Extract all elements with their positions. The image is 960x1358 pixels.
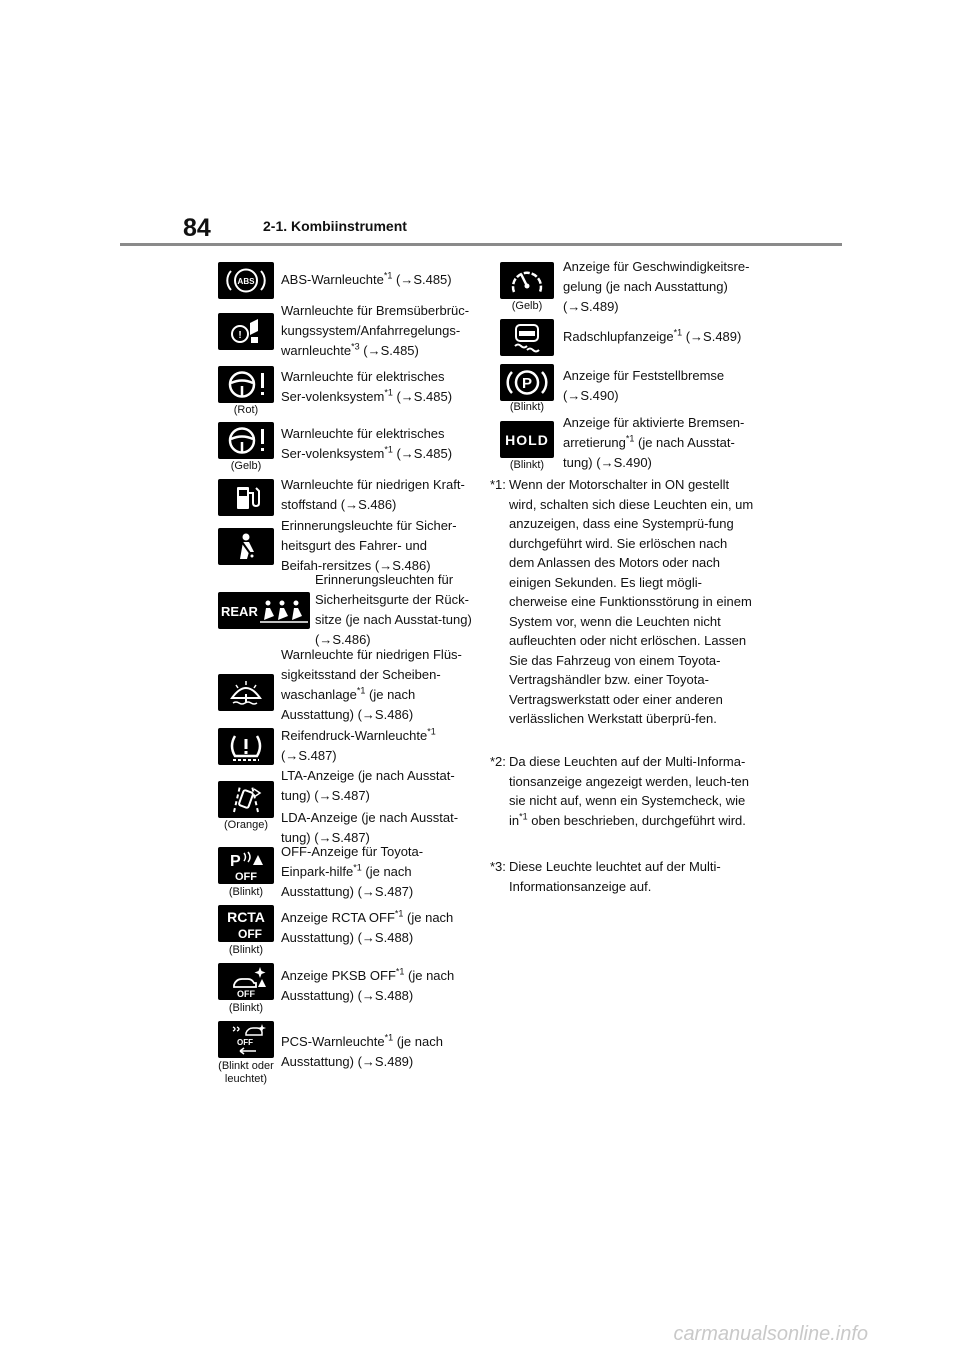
off-label: OFF: [235, 871, 257, 883]
section-title: 2-1. Kombiinstrument: [263, 218, 407, 234]
steering-yellow-caption: (Gelb): [230, 460, 262, 472]
abs-warning-icon: [218, 262, 274, 299]
off-label: OFF: [237, 989, 255, 999]
parking-brake-icon: [500, 364, 554, 401]
rcta-off-icon: [218, 905, 274, 942]
steering-warning-icon: [218, 422, 274, 459]
pksb-off-icon: [218, 963, 274, 1000]
parking-assist-description: OFF-Anzeige für Toyota-Einpark-hilfe$^{*1}$ (je nach Ausstattung) (→S.487): [281, 844, 424, 899]
lta-caption: (Orange): [223, 819, 269, 831]
tire-pressure-description: Reifendruck-Warnleuchte$^{*1}$ (→S.487): [281, 726, 436, 763]
rcta-description: Anzeige RCTA OFF$^{*1}$ (je nach Ausstattung) (→S.488): [281, 908, 454, 945]
rcta-label: RCTA: [227, 909, 265, 925]
fuel-description: Warnleuchte für niedrigen Kraft-stoffstand (→S.486): [281, 477, 465, 512]
rcta-caption: (Blinkt): [228, 944, 264, 956]
footnote-mark: *2:: [490, 754, 506, 769]
off-label: OFF: [238, 927, 262, 941]
pcs-description: PCS-Warnleuchte$^{*1}$ (je nach Ausstattung) (→S.489): [281, 1032, 443, 1069]
pcs-caption: (Blinkt oder leuchtet): [218, 1060, 274, 1085]
pksb-caption: (Blinkt): [228, 1002, 264, 1014]
pcs-warning-icon: [218, 1021, 274, 1058]
parking-brake-description: Anzeige für Feststellbremse (→S.490): [563, 368, 725, 403]
speed-limiter-caption: (Gelb): [511, 300, 543, 312]
rear-label: REAR: [221, 604, 258, 619]
lta-icon: [218, 781, 274, 818]
hold-label: HOLD: [505, 432, 549, 448]
tire-pressure-icon: [218, 728, 274, 765]
brake-hold-caption: (Blinkt): [509, 459, 545, 471]
footnote-1: [490, 475, 755, 729]
footnote-text: Da diese Leuchten auf der Multi-Informa-tionsanzeige angezeigt werden, leuch-ten sie nicht auf, wenn ein Systemcheck, wie $in^{*1}$ oben beschrieben, durchgeführt wird.: [509, 754, 749, 828]
brake-hold-description: Anzeige für aktivierte Bremsen-arretierung$^{*1}$ (je nach Ausstat-tung) (→S.490): [563, 415, 745, 470]
slip-indicator-description: Radschlupfanzeige$^{*1}$ (→S.489): [563, 327, 742, 344]
washer-description: Warnleuchte für niedrigen Flüs-sigkeitsstand der Scheiben-waschanlage$^{*1}$ (je nach Ausstattung) (→S.486): [281, 647, 462, 722]
brake-hold-icon: [500, 421, 554, 458]
footnote-mark: *1:: [490, 477, 506, 492]
brake-override-icon: [218, 313, 274, 350]
fuel-pump-icon: [218, 479, 274, 516]
washer-fluid-icon: [218, 674, 274, 711]
parking-assist-caption: (Blinkt): [228, 886, 264, 898]
footnote-text: Wenn der Motorschalter in ON gestellt wird, schalten sich diese Leuchten ein, um anzuzeigen, dass eine Systemprü-fung durchgeführt wird. Sie erlöschen nach dem Anlassen des Motors oder nach einigen Sekunden. Es liegt mögli-cherweise eine Funktionsstörung in einem System vor, wenn die Leuchten nicht aufleuchten oder nicht erlöschen. Lassen Sie das Fahrzeug von einem Toyota-Vertragshändler bzw. einer Toyota-Vertragswerkstatt oder einer anderen verlässlichen Werkstatt überprü-fen.: [509, 477, 754, 726]
speed-limiter-description: Anzeige für Geschwindigkeitsre-gelung (je nach Ausstattung) (→S.489): [563, 259, 750, 314]
footnote-mark: *3:: [490, 859, 506, 874]
footnote-text: Diese Leuchte leuchtet auf der Multi-Informationsanzeige auf.: [509, 859, 721, 894]
header-rule: [120, 243, 842, 246]
seatbelt-description: Erinnerungsleuchte für Sicher-heitsgurt des Fahrer- und Beifah-rersitzes (→S.486): [281, 518, 457, 573]
footnote-3: [490, 857, 755, 896]
speed-limiter-icon: [500, 262, 554, 299]
lda-description: LDA-Anzeige (je nach Ausstat-tung) (→S.487): [281, 810, 459, 845]
steering-red-description: Warnleuchte für elektrisches Ser-volenksystem$^{*1}$ (→S.485): [281, 369, 453, 404]
steering-yellow-description: Warnleuchte für elektrisches Ser-volenksystem$^{*1}$ (→S.485): [281, 426, 453, 461]
brake-override-description: Warnleuchte für Bremsüberbrüc-kungssystem/Anfahrregelungs-warnleuchte$^{*3}$ (→S.485): [281, 303, 470, 358]
slip-indicator-icon: [500, 319, 554, 356]
lta-description: LTA-Anzeige (je nach Ausstat-tung) (→S.487): [281, 768, 455, 803]
rear-seatbelt-description: Erinnerungsleuchten für Sicherheitsgurte der Rück-sitze (je nach Ausstat-tung) (→S.486): [315, 572, 472, 647]
page-number: 84: [183, 214, 211, 242]
steering-red-caption: (Rot): [233, 404, 259, 416]
parking-brake-caption: (Blinkt): [509, 401, 545, 413]
footnote-2: [490, 752, 755, 830]
watermark: carmanualsonline.info: [673, 1323, 868, 1345]
off-label: OFF: [237, 1038, 253, 1047]
rear-seatbelt-icon: [218, 592, 310, 629]
abs-description: ABS-Warnleuchte$^{*1}$ (→S.485): [281, 270, 452, 287]
steering-warning-icon: [218, 366, 274, 403]
svg-text:ABS: ABS: [237, 277, 255, 286]
svg-text:!: !: [238, 330, 242, 341]
seatbelt-icon: [218, 528, 274, 565]
svg-text:P: P: [230, 853, 241, 870]
svg-text:P: P: [521, 375, 533, 392]
parking-assist-off-icon: [218, 847, 274, 884]
pksb-description: Anzeige PKSB OFF$^{*1}$ (je nach Ausstattung) (→S.488): [281, 966, 455, 1003]
